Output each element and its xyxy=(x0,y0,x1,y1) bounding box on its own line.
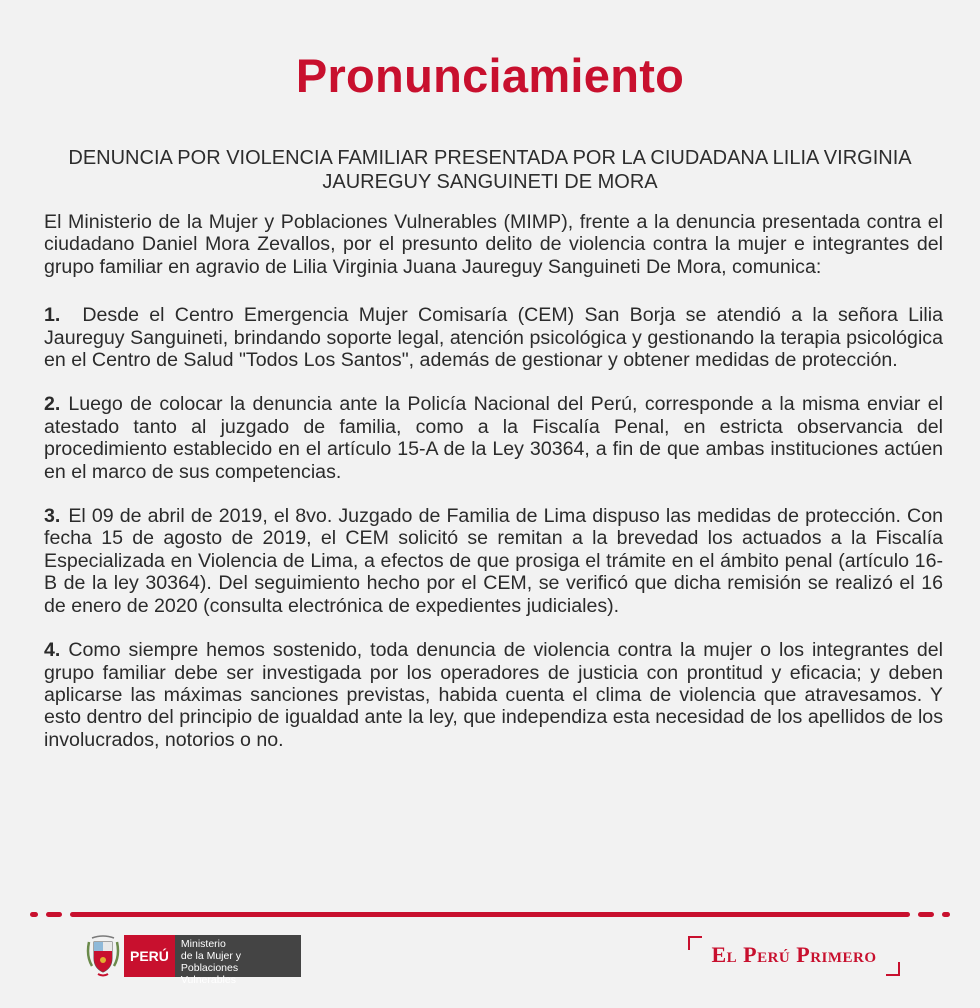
point-text: Como siempre hemos sostenido, toda denuncia de violencia contra la mujer o los integrantes del grupo familiar debe ser investigada por los operadores de justicia con prontitud y eficacia; y deben aplicarse las máximas sanciones previstas, habida cuenta el clima de violencia que atravesamos. Y esto dentro del principio de igualdad ante la ley, que independiza esta necesidad de los apellidos de los involucrados, notorios o no. xyxy=(44,639,943,751)
frame-corner-bottom-right xyxy=(886,962,900,976)
point-number: 2. xyxy=(44,393,61,416)
footer-divider xyxy=(30,912,950,917)
point-text: El 09 de abril de 2019, el 8vo. Juzgado de Familia de Lima dispuso las medidas de protección. Con fecha 15 de agosto de 2019, el CEM solicitó se remitan a la brevedad los actuados a la Fiscalía Especializada en Violencia de Lima, a efectos de que prosiga el trámite en el ámbito penal (artículo 16-B de la ley 30364). Del seguimiento hecho por el CEM, se verificó que dicha remisión se realizó el 16 de enero de 2020 (consulta electrónica de expedientes judiciales). xyxy=(44,505,943,617)
ministry-logo xyxy=(86,934,301,986)
document-body xyxy=(44,211,943,773)
point-number: 4. xyxy=(44,639,61,662)
intro-paragraph: El Ministerio de la Mujer y Poblaciones Vulnerables (MIMP), frente a la denuncia presentada contra el ciudadano Daniel Mora Zevallos, por el presunto delito de violencia contra la mujer e integrantes del grupo familiar en agravio de Lilia Virginia Juana Jaureguy Sanguineti De Mora, comunica: xyxy=(44,211,943,278)
point-number: 1. xyxy=(44,304,61,327)
page-title: Pronunciamiento xyxy=(295,49,685,102)
coat-of-arms-icon xyxy=(86,934,120,978)
point-text: Luego de colocar la denuncia ante la Policía Nacional del Perú, corresponde a la misma enviar el atestado tanto al juzgado de familia, como a la Fiscalía Penal, en estricta observancia del procedimiento establecido en el artículo 15-A de la Ley 30364, a fin de que ambas instituciones actúen en el marco de sus competencias. xyxy=(44,393,943,483)
peru-label: PERÚ xyxy=(124,935,175,977)
ministry-name: Ministerio de la Mujer y Poblaciones Vulnerables xyxy=(175,935,301,977)
point-text: Desde el Centro Emergencia Mujer Comisaría (CEM) San Borja se atendió a la señora Lilia Jaureguy Sanguineti, brindando soporte legal, atención psicológica y gestionando la terapia psicológica en el Centro de Salud "Todos Los Santos", además de gestionar y obtener medidas de protección. xyxy=(44,304,943,372)
point-number: 3. xyxy=(44,505,61,528)
point-2 xyxy=(44,393,943,483)
document-subtitle: DENUNCIA POR VIOLENCIA FAMILIAR PRESENTADA POR LA CIUDADANA LILIA VIRGINIA JAUREGUY SANGUINETI DE MORA xyxy=(68,147,912,193)
slogan-logo xyxy=(688,936,900,976)
point-3 xyxy=(44,505,943,617)
point-4 xyxy=(44,639,943,751)
slogan-text: El Perú Primero xyxy=(711,942,877,967)
point-1 xyxy=(44,304,943,371)
